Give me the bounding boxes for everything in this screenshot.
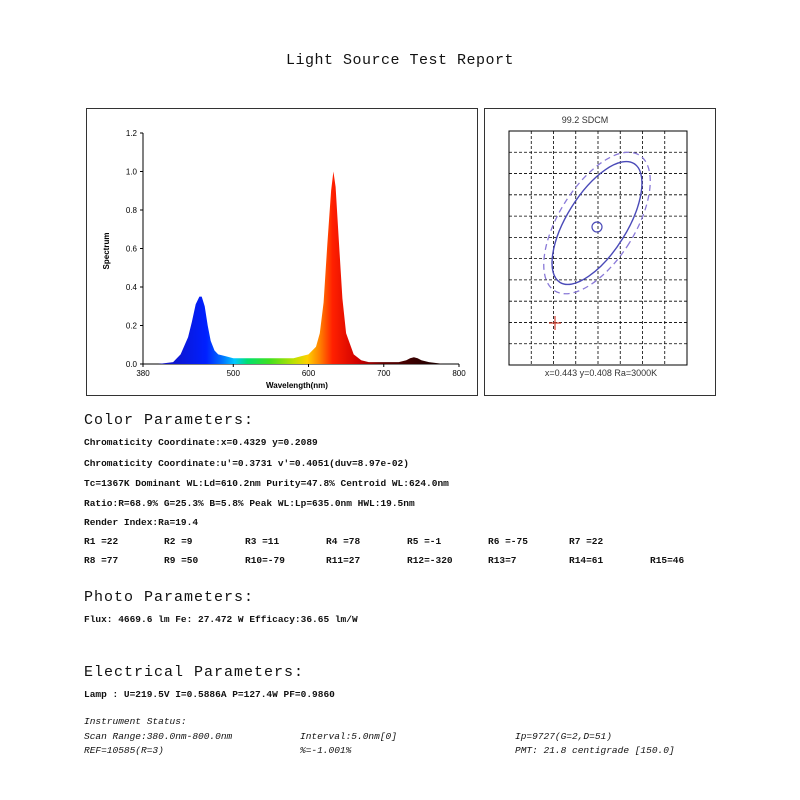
sdcm-label: 99.2 SDCM [561,115,609,125]
report-title: Light Source Test Report [285,52,515,69]
y-tick-label: 0.4 [125,283,137,292]
chromaticity-uv: Chromaticity Coordinate:u'=0.3731 v'=0.4051(duv=8.97e-02) [84,458,409,469]
r-value: R2 =9 [164,536,193,547]
y-tick-label: 1.0 [125,167,137,177]
color-params-heading: Color Parameters: [84,412,255,429]
cie-footer: x=0.443 y=0.408 Ra=3000K [544,368,658,378]
r-value: R5 =-1 [407,536,442,547]
flux-efficacy: Flux: 4669.6 lm Fe: 27.472 W Efficacy:36.65 lm/W [84,614,358,625]
cie-diagram [485,109,715,395]
spectrum-chart [87,109,477,395]
x-tick-label: 500 [226,369,240,378]
x-axis-label: Wavelength(nm) [266,381,328,390]
pmt-value: PMT: 21.8 centigrade [150.0] [515,745,675,756]
r-value: R7 =22 [569,536,604,547]
measurement-cross [549,316,561,330]
render-index: Render Index:Ra=19.4 [84,517,199,528]
r-value: R8 =77 [84,555,119,566]
y-tick-label: 0.0 [125,360,137,369]
r-value: R3 =11 [245,536,280,547]
cie-panel [484,108,716,396]
spectrum-area [143,172,459,365]
r-value: R10=-79 [245,555,285,566]
cct-dominant-wl: Tc=1367K Dominant WL:Ld=610.2nm Purity=47.8% Centroid WL:624.0nm [84,478,449,489]
ref-value: REF=10585(R=3) [84,745,164,756]
instrument-status-heading: Instrument Status: [84,716,187,727]
r-value: R15=46 [650,555,685,566]
outer-ellipse [522,135,671,311]
spectrum-chart-panel [86,108,478,396]
x-tick-label: 700 [377,369,391,378]
r-value: R14=61 [569,555,604,566]
delta-value: %=-1.001% [300,745,352,756]
y-tick-label: 1.2 [125,129,137,138]
electrical-params-heading: Electrical Parameters: [84,664,305,681]
y-tick-label: 0.6 [125,244,137,254]
x-tick-label: 600 [301,369,316,378]
y-tick-label: 0.8 [125,206,137,215]
r-value: R13=7 [488,555,517,566]
r-value: R9 =50 [164,555,199,566]
center-marker [592,222,602,232]
r-value: R11=27 [326,555,361,566]
cie-grid [509,131,687,365]
scan-range: Scan Range:380.0nm-800.0nm [84,731,233,742]
r-value: R12=-320 [407,555,453,566]
interval: Interval:5.0nm[0] [300,731,397,742]
x-tick-label: 800 [452,369,466,378]
lamp-electrical: Lamp : U=219.5V I=0.5886A P=127.4W PF=0.9860 [84,689,335,700]
r-value: R1 =22 [84,536,119,547]
r-value: R6 =-75 [488,536,528,547]
y-tick-label: 0.2 [125,321,137,331]
ratio-peak-wl: Ratio:R=68.9% G=25.3% B=5.8% Peak WL:Lp=635.0nm HWL:19.5nm [84,498,415,509]
r-value: R4 =78 [326,536,361,547]
chromaticity-xy: Chromaticity Coordinate:x=0.4329 y=0.2089 [84,437,318,448]
y-axis-label: Spectrum [102,232,111,270]
ip-value: Ip=9727(G=2,D=51) [515,731,612,742]
photo-params-heading: Photo Parameters: [84,589,255,606]
x-tick-label: 380 [136,369,150,378]
